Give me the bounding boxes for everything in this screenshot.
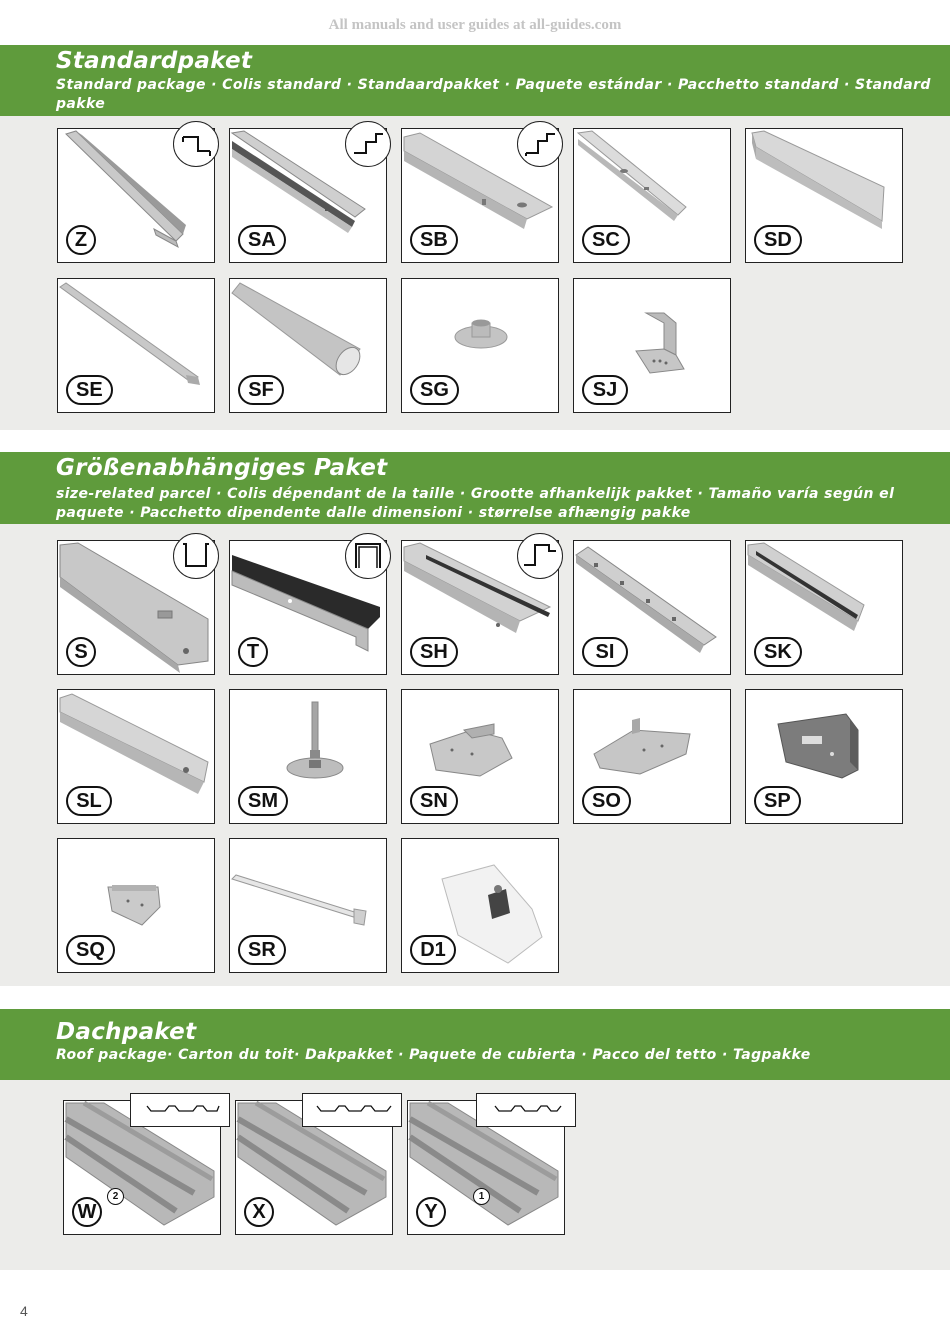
profile-box-w <box>130 1093 230 1127</box>
position-marker: 1 <box>473 1188 490 1205</box>
page-number: 4 <box>20 1303 28 1319</box>
part-tile-sp <box>745 689 903 824</box>
part-label: SJ <box>582 375 628 405</box>
part-label: D1 <box>410 935 456 965</box>
watermark: All manuals and user guides at all-guides.com <box>328 17 622 33</box>
part-label: SI <box>582 637 628 667</box>
part-label: SL <box>66 786 112 816</box>
section-header-size <box>0 452 950 524</box>
part-label: W <box>72 1197 102 1227</box>
section-title: Dachpaket <box>56 1019 197 1045</box>
part-tile-sg <box>401 278 559 413</box>
profile-box-y <box>476 1093 576 1127</box>
part-tile-sd <box>745 128 903 263</box>
part-label: SN <box>410 786 458 816</box>
step-profile-icon <box>518 122 562 166</box>
part-tile-sn <box>401 689 559 824</box>
part-tile-sf <box>229 278 387 413</box>
profile-badge-sh <box>517 533 563 579</box>
part-label: Y <box>416 1197 446 1227</box>
trapezoid-profile-icon <box>303 1094 401 1126</box>
part-label: SQ <box>66 935 115 965</box>
hat-profile-icon <box>346 534 390 578</box>
part-tile-se <box>57 278 215 413</box>
profile-badge-sa <box>345 121 391 167</box>
z-profile-icon <box>174 122 218 166</box>
part-tile-so <box>573 689 731 824</box>
part-label: SR <box>238 935 286 965</box>
part-tile-sr <box>229 838 387 973</box>
part-label: SB <box>410 225 458 255</box>
part-tile-d1 <box>401 838 559 973</box>
profile-box-x <box>302 1093 402 1127</box>
part-label: X <box>244 1197 274 1227</box>
part-label: SD <box>754 225 802 255</box>
part-tile-sc <box>573 128 731 263</box>
profile-badge-t <box>345 533 391 579</box>
section-header-roof <box>0 1009 950 1080</box>
section-subtitle: size-related parcel · Colis dépendant de la taille · Grootte afhankelijk pakket · Tamaño varía según el paquete · Pacchetto dipendente dalle dimensioni · størrelse afhængig pakke <box>56 486 895 521</box>
position-marker: 2 <box>107 1188 124 1205</box>
profile-badge-z <box>173 121 219 167</box>
part-label: S <box>66 637 96 667</box>
section-subtitle: Roof package· Carton du toit· Dakpakket · Paquete de cubierta · Pacco del tetto · Tagpakke <box>56 1047 811 1063</box>
section-title: Größenabhängiges Paket <box>56 455 388 481</box>
part-label: Z <box>66 225 96 255</box>
part-tile-si <box>573 540 731 675</box>
profile-badge-sb <box>517 121 563 167</box>
part-tile-sq <box>57 838 215 973</box>
trapezoid-profile-icon <box>131 1094 229 1126</box>
u-profile-icon <box>174 534 218 578</box>
step-profile-icon <box>346 122 390 166</box>
section-subtitle: Standard package · Colis standard · Standaardpakket · Paquete estándar · Pacchetto standard · Standard pakke <box>56 77 931 112</box>
part-label: SF <box>238 375 284 405</box>
profile-badge-s <box>173 533 219 579</box>
part-label: SH <box>410 637 458 667</box>
part-tile-sl <box>57 689 215 824</box>
part-tile-sk <box>745 540 903 675</box>
section-title: Standardpaket <box>56 48 253 74</box>
trapezoid-profile-icon <box>477 1094 575 1126</box>
part-label: SP <box>754 786 801 816</box>
section-header-standard <box>0 45 950 116</box>
part-label: SO <box>582 786 631 816</box>
step-profile-icon <box>518 534 562 578</box>
part-label: SA <box>238 225 286 255</box>
part-label: SM <box>238 786 288 816</box>
part-tile-sj <box>573 278 731 413</box>
part-label: SG <box>410 375 459 405</box>
part-label: SC <box>582 225 630 255</box>
part-label: SE <box>66 375 113 405</box>
part-label: SK <box>754 637 802 667</box>
part-tile-sm <box>229 689 387 824</box>
part-label: T <box>238 637 268 667</box>
